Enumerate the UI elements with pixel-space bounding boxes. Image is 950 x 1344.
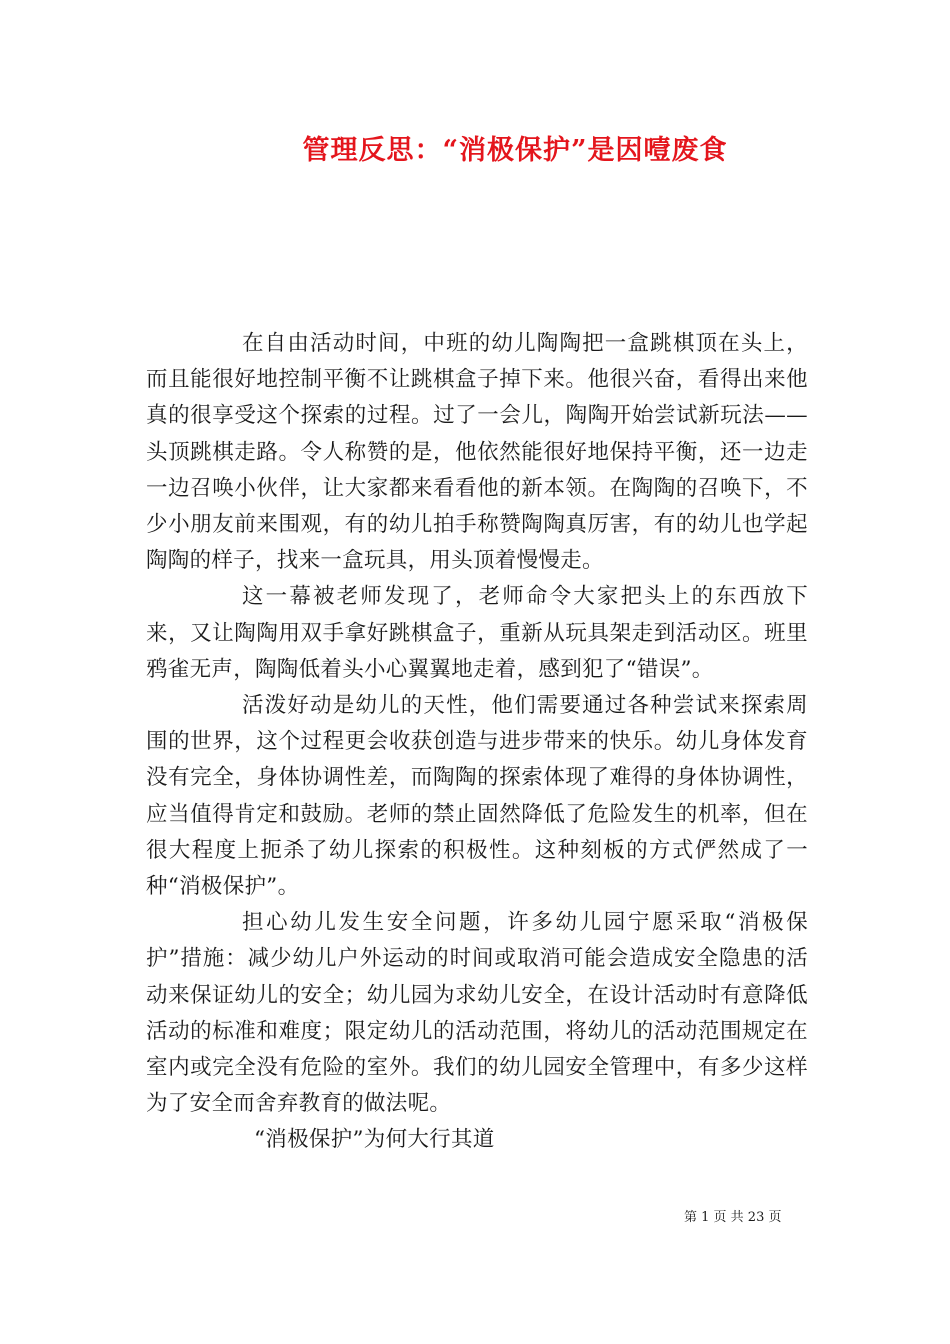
section-subheading: “消极保护”为何大行其道: [254, 1127, 495, 1153]
paragraph-2: 这一幕被老师发现了，老师命令大家把头上的东西放下来，又让陶陶用双手拿好跳棋盒子，重新从玩具架走到活动区。班里鸦雀无声，陶陶低着头小心翼翼地走着，感到犯了“错误”。: [146, 584, 808, 682]
paragraph-4: 担心幼儿发生安全问题，许多幼儿园宁愿采取“消极保护”措施：减少幼儿户外运动的时间或取消可能会造成安全隐患的活动来保证幼儿的安全；幼儿园为求幼儿安全，在设计活动时有意降低活动的标准和难度；限定幼儿的活动范围，将幼儿的活动范围规定在室内或完全没有危险的室外。我们的幼儿园安全管理中，有多少这样为了安全而舍弃教育的做法呢。: [146, 910, 808, 1117]
paragraph-1: 在自由活动时间，中班的幼儿陶陶把一盒跳棋顶在头上，而且能很好地控制平衡不让跳棋盒子掉下来。他很兴奋，看得出来他真的很享受这个探索的过程。过了一会儿，陶陶开始尝试新玩法——头顶跳棋走路。令人称赞的是，他依然能很好地保持平衡，还一边走一边召唤小伙伴，让大家都来看看他的新本领。在陶陶的召唤下，不少小朋友前来围观，有的幼儿拍手称赞陶陶真厉害，有的幼儿也学起陶陶的样子，找来一盒玩具，用头顶着慢慢走。: [146, 331, 808, 574]
paragraph-3: 活泼好动是幼儿的天性，他们需要通过各种尝试来探索周围的世界，这个过程更会收获创造与进步带来的快乐。幼儿身体发育没有完全，身体协调性差，而陶陶的探索体现了难得的身体协调性，应当值得肯定和鼓励。老师的禁止固然降低了危险发生的机率，但在很大程度上扼杀了幼儿探索的积极性。这种刻板的方式俨然成了一种“消极保护”。: [146, 693, 808, 900]
document-title: 管理反思：“消极保护”是因噎废食: [302, 135, 728, 166]
document-body: [146, 326, 808, 1159]
page-number-footer: 第 1 页 共 23 页: [684, 1210, 782, 1225]
